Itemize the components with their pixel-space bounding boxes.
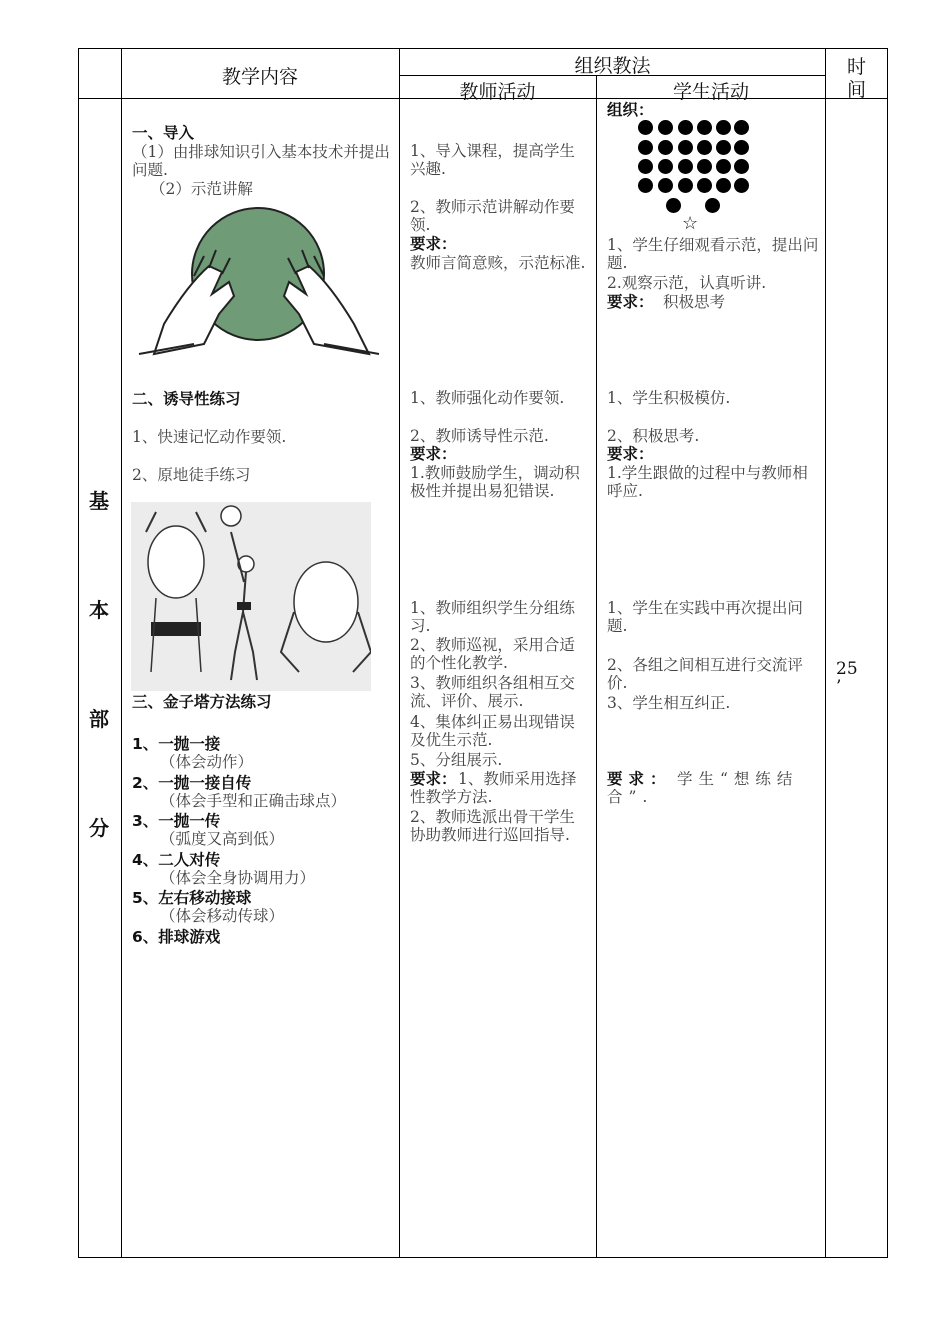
student-item-4: 2、积极思考. — [607, 427, 700, 445]
student-item-7: 3、学生相互纠正. — [607, 694, 731, 712]
formation-diagram — [630, 120, 760, 220]
formation-dot — [697, 178, 712, 193]
teacher-position-star-icon: ☆ — [682, 213, 699, 234]
formation-dot — [734, 140, 749, 155]
formation-dot — [716, 178, 731, 193]
formation-dot — [697, 120, 712, 135]
teacher-req-1: 教师言简意赅，示范标准. — [410, 254, 586, 272]
formation-dot — [716, 120, 731, 135]
teacher-item-10: 2、教师选派出骨干学生协助教师进行巡回指导. — [410, 808, 575, 844]
drill-5-note: （体会移动传球） — [160, 907, 285, 925]
drill-6-name: 6、排球游戏 — [132, 928, 221, 946]
student-req-2: 1.学生跟做的过程中与教师相呼应. — [607, 464, 808, 500]
teacher-req-3: 1、教师采用选择性教学方法. — [410, 770, 577, 806]
header-org: 组织教法 — [574, 55, 651, 77]
header-time-2: 间 — [846, 79, 866, 101]
formation-dot — [658, 159, 673, 174]
formation-dot — [734, 159, 749, 174]
formation-dot — [658, 120, 673, 135]
intro-item-1: （1）由排球知识引入基本技术并提出问题. — [132, 143, 390, 179]
col-divider-4 — [825, 48, 826, 1258]
header-teacher: 教师活动 — [459, 81, 536, 103]
formation-dot — [638, 178, 653, 193]
guided-title: 二、诱导性练习 — [132, 390, 241, 408]
header-time-1: 时 — [846, 56, 866, 78]
student-org-label: 组织： — [607, 101, 654, 119]
teacher-item-5: 1、教师组织学生分组练习. — [410, 599, 575, 635]
student-item-3: 1、学生积极模仿. — [607, 389, 731, 407]
student-req-1: 积极思考 — [663, 293, 726, 311]
formation-dot — [716, 140, 731, 155]
table-border-bottom — [78, 1257, 888, 1258]
teacher-req-label-2: 要求： — [410, 445, 457, 463]
teacher-item-3: 1、教师强化动作要领. — [410, 389, 565, 407]
guided-item-1: 1、快速记忆动作要领. — [132, 428, 287, 446]
formation-dot — [678, 120, 693, 135]
teacher-item-4: 2、教师诱导性示范. — [410, 427, 549, 445]
table-border-left — [78, 48, 79, 1258]
formation-dot — [678, 159, 693, 174]
teacher-req-2: 1.教师鼓励学生，调动积极性并提出易犯错误. — [410, 464, 580, 500]
student-item-1: 1、学生仔细观看示范，提出问题. — [607, 236, 819, 272]
header-content: 教学内容 — [221, 66, 298, 88]
formation-dot — [734, 178, 749, 193]
formation-dot — [638, 120, 653, 135]
section-label-2: 本 — [89, 598, 109, 622]
student-item-2: 2.观察示范，认真听讲. — [607, 274, 767, 292]
student-item-5: 1、学生在实践中再次提出问题. — [607, 599, 803, 635]
formation-dot — [658, 178, 673, 193]
intro-title: 一、导入 — [132, 124, 195, 142]
formation-dot — [697, 159, 712, 174]
student-item-6: 2、各组之间相互进行交流评价. — [607, 656, 803, 692]
drill-5-name: 5、左右移动接球 — [132, 889, 252, 907]
header-student: 学生活动 — [672, 81, 749, 103]
formation-dot — [705, 198, 720, 213]
teacher-item-6: 2、教师巡视，采用合适的个性化教学. — [410, 636, 575, 672]
section-label-3: 部 — [89, 707, 109, 731]
pass-hands-illustration — [134, 204, 384, 366]
formation-dot — [638, 159, 653, 174]
drill-2-note: （体会手型和正确击球点） — [160, 792, 347, 810]
student-req-3: 学生“想练结合”. — [607, 770, 799, 806]
section-label-1: 基 — [89, 489, 109, 513]
student-req-label-1: 要求： — [607, 293, 654, 311]
time-unit: ’ — [836, 677, 842, 697]
formation-dot — [716, 159, 731, 174]
drill-1-note: （体会动作） — [160, 753, 254, 771]
formation-dot — [678, 178, 693, 193]
table-border-top — [78, 48, 888, 49]
drill-4-note: （体会全身协调用力） — [160, 869, 316, 887]
drill-2-name: 2、一抛一接自传 — [132, 774, 252, 792]
drill-1-name: 1、一抛一接 — [132, 735, 221, 753]
formation-dot — [697, 140, 712, 155]
formation-dot — [666, 198, 681, 213]
col-divider-1 — [121, 48, 122, 1258]
drill-3-name: 3、一抛一传 — [132, 812, 221, 830]
formation-dot — [658, 140, 673, 155]
drill-3-note: （弧度又高到低） — [160, 830, 285, 848]
col-divider-3 — [596, 75, 597, 1258]
teacher-item-2: 2、教师示范讲解动作要领. — [410, 198, 575, 234]
formation-dot — [734, 120, 749, 135]
teacher-item-1: 1、导入课程，提高学生兴趣. — [410, 142, 575, 178]
formation-dot — [638, 140, 653, 155]
col-divider-2 — [399, 48, 400, 1258]
student-req-label-3: 要求： — [607, 770, 672, 788]
teacher-item-8: 4、集体纠正易出现错误及优生示范. — [410, 713, 575, 749]
formation-dot — [678, 140, 693, 155]
pyramid-title: 三、金子塔方法练习 — [132, 693, 272, 711]
teacher-item-9: 5、分组展示. — [410, 751, 503, 769]
intro-item-2: （2）示范讲解 — [150, 180, 253, 198]
teacher-req-label-1: 要求： — [410, 235, 457, 253]
teacher-item-7: 3、教师组织各组相互交流、评价、展示. — [410, 674, 575, 710]
teacher-req-label-3: 要求： — [410, 770, 457, 788]
drill-4-name: 4、二人对传 — [132, 851, 221, 869]
student-req-label-2: 要求： — [607, 445, 654, 463]
table-border-right — [887, 48, 888, 1258]
section-label-4: 分 — [89, 816, 109, 840]
guided-item-2: 2、原地徒手练习 — [132, 466, 251, 484]
practice-figures-illustration — [131, 502, 371, 691]
time-value: 25 — [836, 659, 858, 679]
